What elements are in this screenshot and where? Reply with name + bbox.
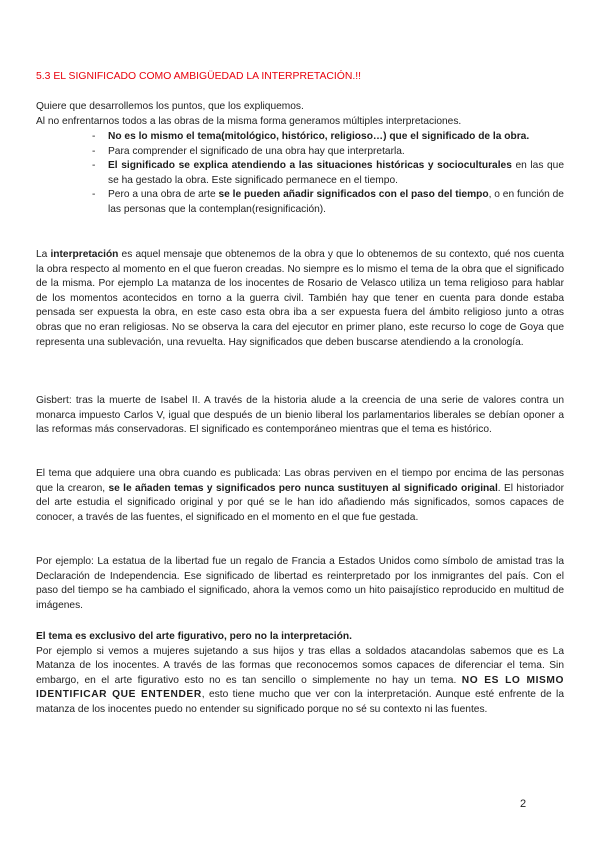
bullet-dash: - xyxy=(92,160,96,172)
figurative-paragraph: El tema es exclusivo del arte figurativo, pero no la interpretación. Por ejemplo si vemos a mujeres sujetando a sus hijos y tras ellas a soldados atacandolas sabemos que es La Matanza de los inocentes. A través de las formas que reconocemos somos capaces de diferenciar el tema. Sin embargo, en el arte figurativo esto no es tan sencillo o simplemente no hay un tema. NO ES LO MISMO IDENTIFICAR QUE ENTENDER, esto tiene mucho que ver con la interpretación. Aunque esté enfrente de la matanza de los inocentes puedo no entender su significado porque no sé su contexto ni las fuentes. xyxy=(36,631,564,715)
intro-line-1: Quiere que desarrollemos los puntos, que los expliquemos. xyxy=(36,101,304,112)
theme-paragraph: El tema que adquiere una obra cuando es publicada: Las obras perviven en el tiempo por encima de las personas que la crearon, se le añaden temas y significados pero nunca sustituyen al significado original. El historiador del arte estudia el significado original y por qué se le han ido añadiendo más significados, somos capaces de conocer, a través de las fuentes, el significado en el momento en el que fue gestada. xyxy=(36,468,564,523)
list-item xyxy=(92,159,564,188)
bullet-dash: - xyxy=(92,189,96,201)
identify-vs-understand: NO ES LO MISMO IDENTIFICAR QUE ENTENDER xyxy=(36,674,564,701)
bullet-dash: - xyxy=(92,131,96,142)
bullet-bold-text: No es lo mismo el tema(mitológico, histórico, religioso…) que el significado de la obra. xyxy=(108,131,530,142)
intro-line-2: Al no enfrentarnos todos a las obras de la misma forma generamos múltiples interpretaciones. xyxy=(36,115,462,127)
bullet-bold-text: se le pueden añadir significados con el paso del tiempo xyxy=(218,189,489,201)
theme-bold-statement: se le añaden temas y significados pero nunca sustituyen al significado original xyxy=(108,482,498,494)
bullet-text: Para comprender el significado de una obra hay que interpretarla. xyxy=(108,145,405,157)
bullet-pre-text: Pero a una obra de arte xyxy=(108,189,219,201)
bullet-dash: - xyxy=(92,145,96,157)
list-item xyxy=(92,145,564,160)
section-heading: 5.3 EL SIGNIFICADO COMO AMBIGÜEDAD LA INTERPRETACIÓN.!! xyxy=(36,71,362,82)
bullet-bold-text: El significado se explica atendiendo a las situaciones históricas y socioculturales xyxy=(108,160,512,172)
interpretation-paragraph: La interpretación es aquel mensaje que obtenemos de la obra y que lo obtenemos de su contexto, qué nos cuenta la obra respecto al momento en el que fueron creadas. No siempre es lo mismo el tema de la obra que el significado de la misma. Por ejemplo La matanza de los inocentes de Rosario de Velasco utiliza un tema religioso para hablar de los momentos acontecidos en torno a la guerra civil. También hay que tener en cuenta para donde estaba pensada ser expuesta la obra, en este caso esta obra iba a ser expuesta fuera del ámbito religioso junto a otras obras que no eran religiosas. No se observa la cara del ejecutor en primer plano, este recurso lo coge de Goya que representa una sublevación, una revuelta. Hay significados que deben buscarse atendiendo a la cronología. xyxy=(36,249,564,348)
bullet-text: , o en función de las personas que la contemplan(resignificación). xyxy=(108,189,564,215)
page-number: 2 xyxy=(520,798,527,810)
figurative-heading: El tema es exclusivo del arte figurativo, pero no la interpretación. xyxy=(36,631,352,642)
bullet-text: en las que se ha gestado la obra. Este significado permanece en el tiempo. xyxy=(108,160,565,186)
list-item xyxy=(92,188,564,217)
interpretation-term: interpretación xyxy=(50,249,119,260)
list-item xyxy=(92,130,564,145)
intro-paragraph xyxy=(36,100,564,129)
statue-example-paragraph: Por ejemplo: La estatua de la libertad fue un regalo de Francia a Estados Unidos como símbolo de amistad tras la Declaración de Independencia. Ese significado de libertad es reinterpretado por los inmigrantes del país. Con el paso del tiempo se ha cambiado el significado, ahora la vemos como un hito paisajístico reproducido en multitud de imágenes. xyxy=(36,556,564,611)
gisbert-paragraph: Gisbert: tras la muerte de Isabel II. A través de la historia alude a la creencia de una serie de valores contra un monarca impuesto Carlos V, igual que después de un bienio liberal los parlamentarios liberales se debían oponer a las reformas más conservadoras. El significado es contemporáneo mientras que el tema es histórico. xyxy=(36,395,564,436)
key-points-list xyxy=(92,130,564,218)
